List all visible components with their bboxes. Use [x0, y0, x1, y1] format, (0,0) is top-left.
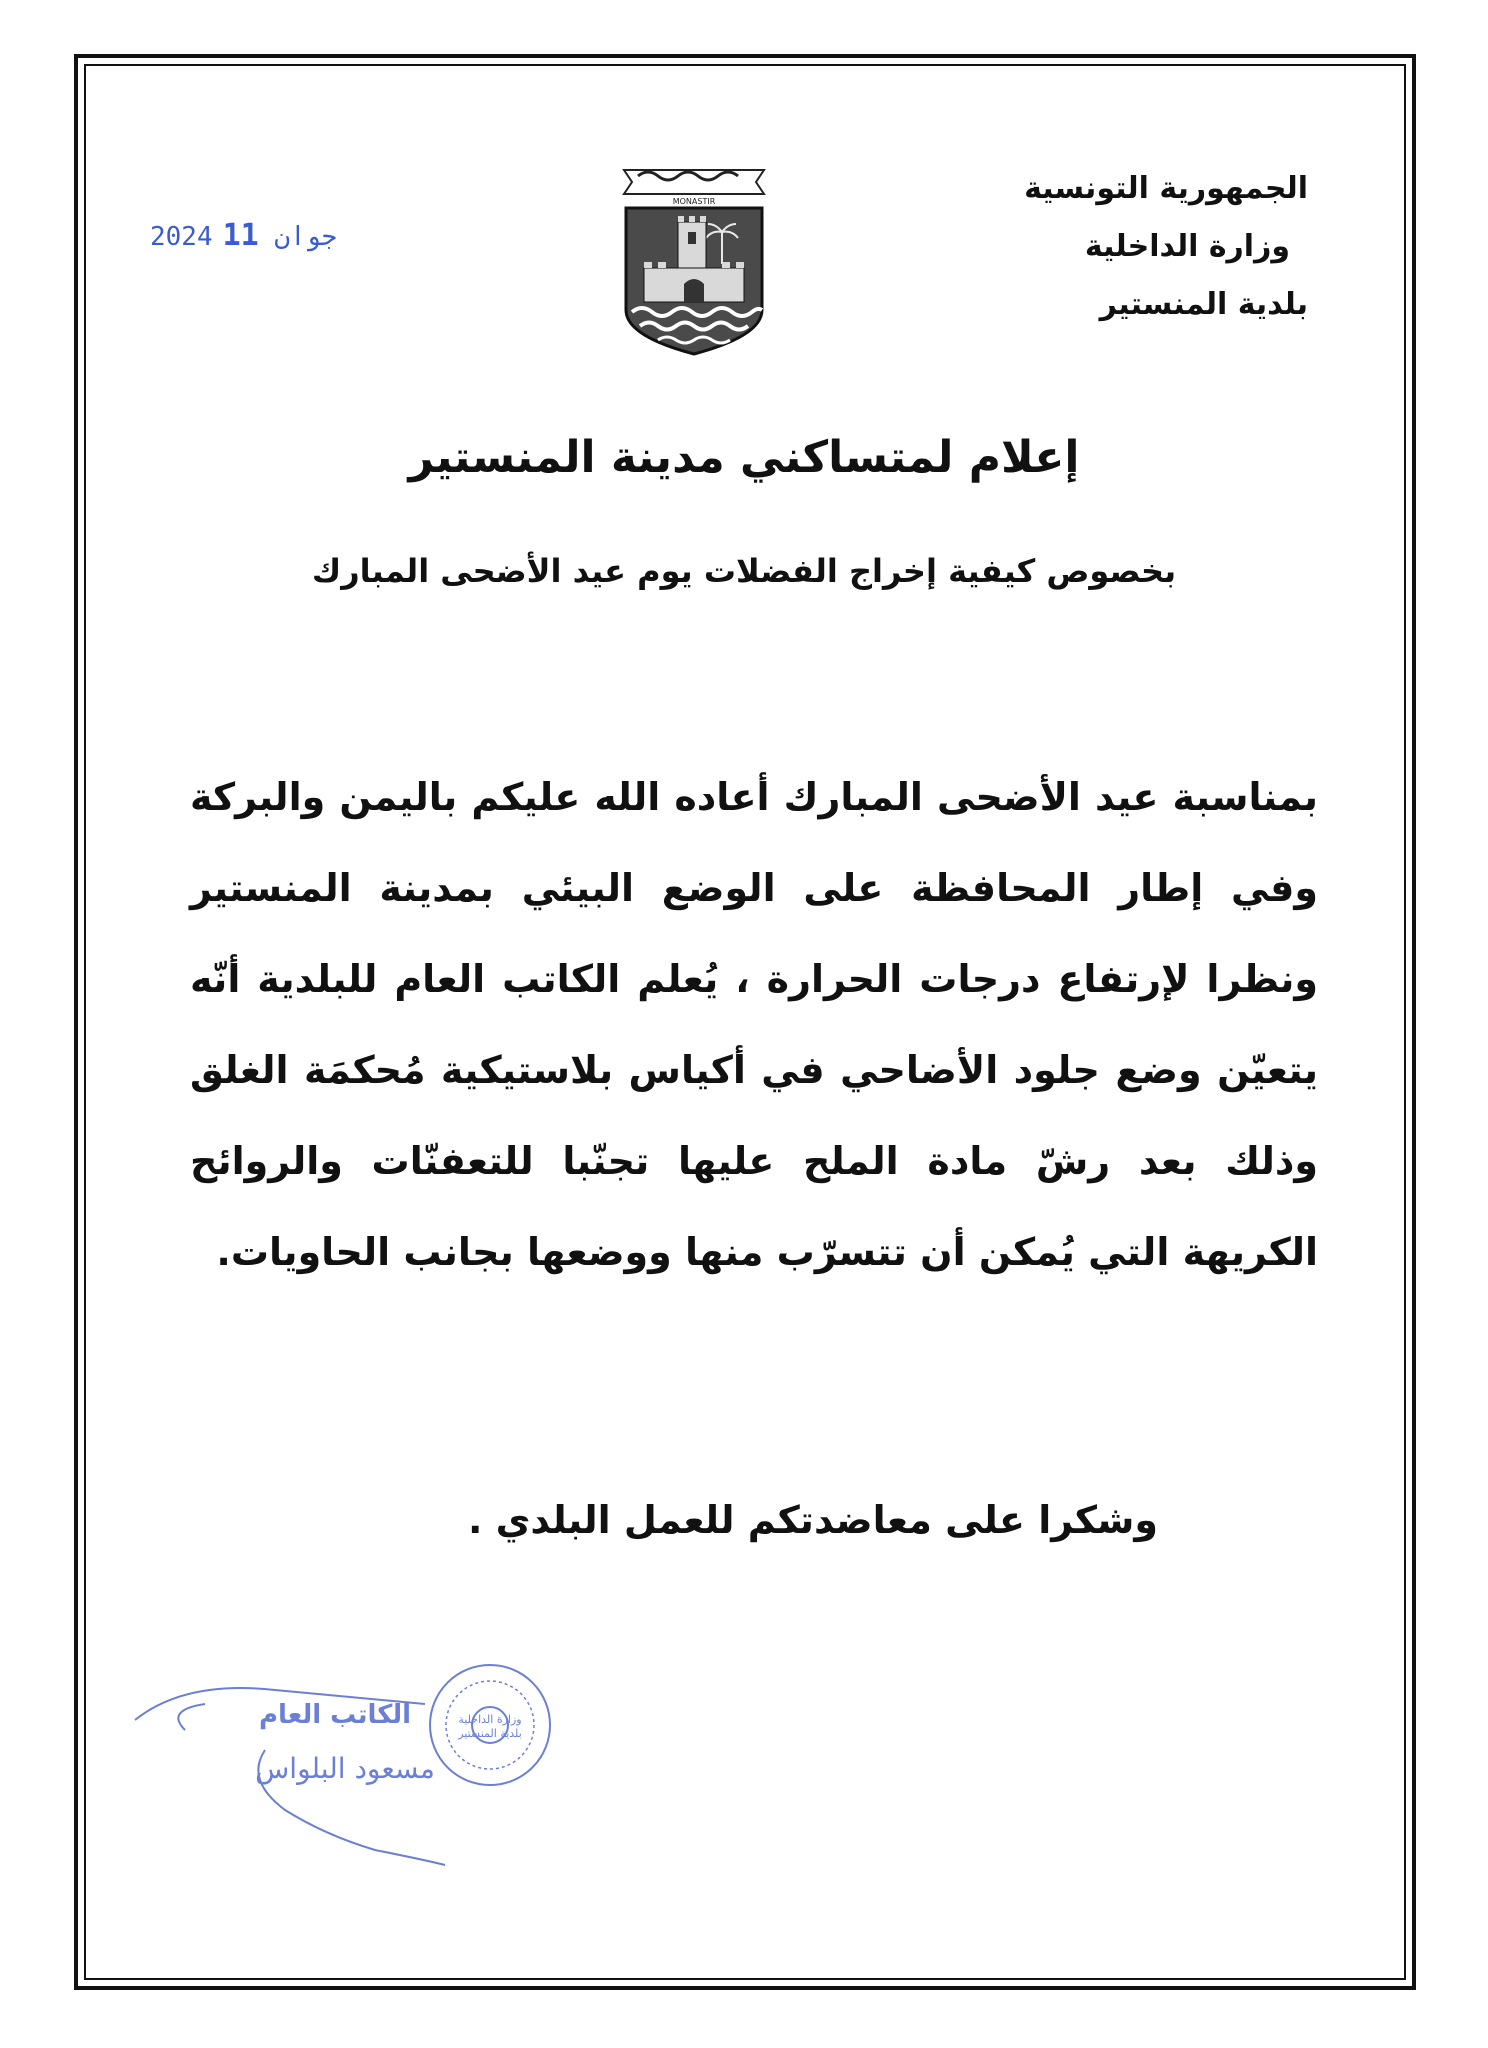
letterhead-ministry: وزارة الداخلية	[1084, 229, 1290, 264]
svg-text:MONASTIR: MONASTIR	[672, 197, 716, 206]
notice-body: بمناسبة عيد الأضحى المبارك أعاده الله عليكم باليمن والبركة وفي إطار المحافظة على الوضع البيئي بمدينة المنستير ونظرا لإرتفاع درجات الحرارة ، يُعلم الكاتب العام للبلدية أنّه يتعيّن وضع جلود الأضاحي في أكياس بلاستيكية مُحكمَة الغلق وذلك بعد رشّ مادة الملح عليها تجنّبا للتعفنّات والروائح الكريهة التي يُمكن أن تتسرّب منها ووضعها بجانب الحاويات.	[190, 775, 1318, 1274]
seal-text: وزارة الداخلية بلدية المنستير	[458, 1713, 522, 1740]
notice-subtitle: بخصوص كيفية إخراج الفضلات يوم عيد الأضحى المبارك	[311, 552, 1177, 590]
signatory-title: الكاتب العام	[258, 1700, 412, 1730]
notice-title: إعلام لمتساكني مدينة المنستير	[408, 432, 1080, 483]
signatory-name: مسعود البلواس	[255, 1752, 435, 1785]
notice-closing: وشكرا على معاضدتكم للعمل البلدي .	[467, 1498, 1158, 1542]
date-stamp	[150, 218, 337, 253]
letterhead-municipality: بلدية المنستير	[1099, 287, 1308, 322]
date-stamp-year-month: جوان 2024	[150, 222, 338, 252]
city-coat-of-arms-icon	[618, 160, 770, 358]
letterhead	[948, 160, 1308, 334]
letterhead-republic: الجمهورية التونسية	[1024, 171, 1308, 206]
date-stamp-day: 11	[222, 218, 259, 253]
